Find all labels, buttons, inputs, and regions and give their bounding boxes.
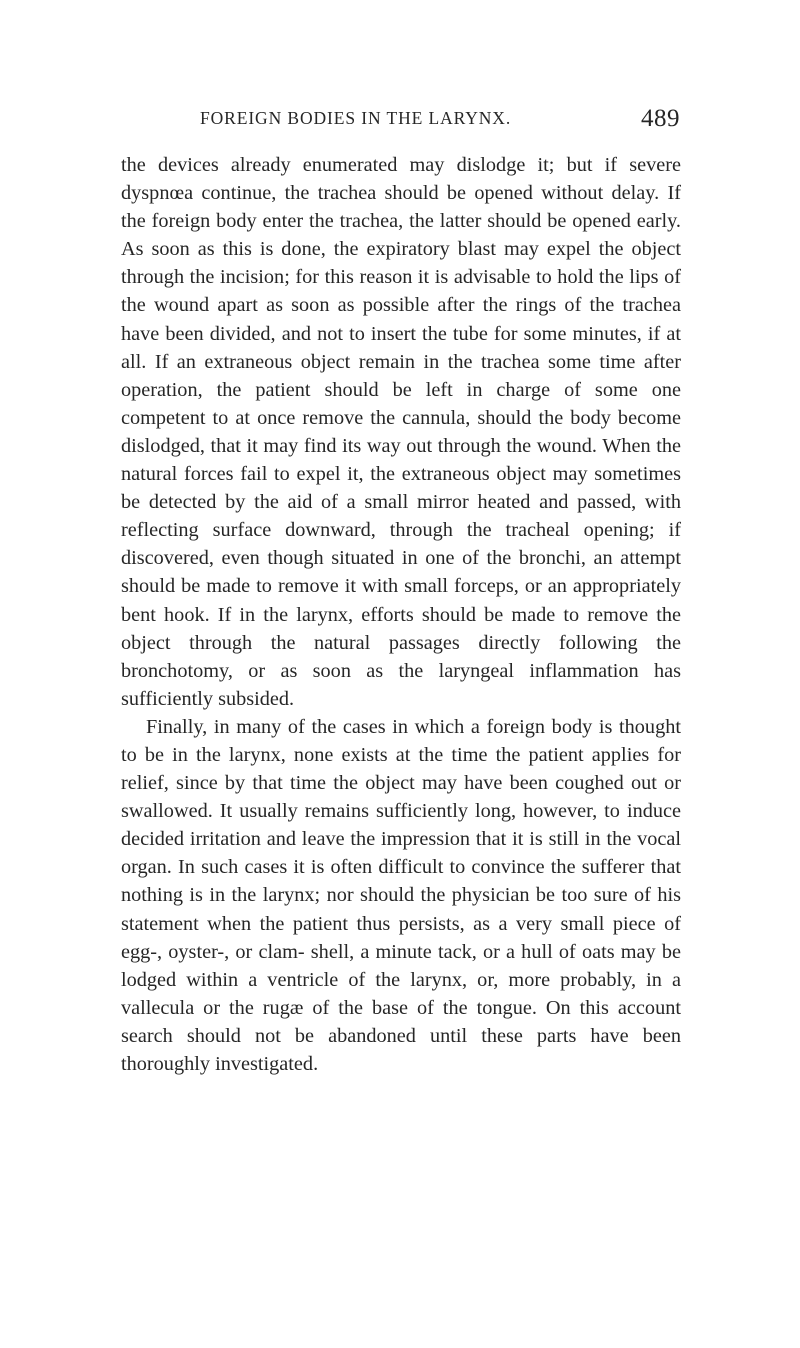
- running-head: [200, 105, 680, 138]
- running-title: FOREIGN BODIES IN THE LARYNX.: [200, 108, 512, 128]
- paragraph-tracheotomy: the devices already enumerated may dislodge it; but if severe dyspnœa continue, the trachea should be opened without delay. If the foreign body enter the trachea, the latter should be opened early. As soon as this is done, the expiratory blast may expel the object through the incision; for this reason it is advisable to hold the lips of the wound apart as soon as possible after the rings of the trachea have been divided, and not to insert the tube for some minutes, if at all. If an extraneous object remain in the trachea some time after operation, the patient should be left in charge of some one competent to at once remove the cannula, should the body become dislodged, that it may find its way out through the wound. When the natural forces fail to expel it, the extraneous object may sometimes be detected by the aid of a small mirror heated and passed, with reflecting surface downward, through the tracheal opening; if discovered, even though situated in one of the bronchi, an attempt should be made to remove it with small forceps, or an appropriately bent hook. If in the larynx, efforts should be made to remove the object through the natural passages directly following the bronchotomy, or as soon as the laryngeal inflammation has sufficiently subsided.: [121, 154, 681, 710]
- page-number: 489: [641, 105, 680, 132]
- body-text: [121, 151, 681, 1078]
- paragraph-finally: Finally, in many of the cases in which a foreign body is thought to be in the larynx, none exists at the time the patient applies for relief, since by that time the object may have been coughed out or swallowed. It usually remains sufficiently long, however, to induce decided irritation and leave the impression that it is still in the vocal organ. In such cases it is often difficult to convince the sufferer that nothing is in the larynx; nor should the physician be too sure of his statement when the patient thus persists, as a very small piece of egg-, oyster-, or clam- shell, a minute tack, or a hull of oats may be lodged within a ventricle of the larynx, or, more probably, in a vallecula or the rugæ of the base of the tongue. On this account search should not be abandoned until these parts have been thoroughly investigated.: [121, 715, 681, 1075]
